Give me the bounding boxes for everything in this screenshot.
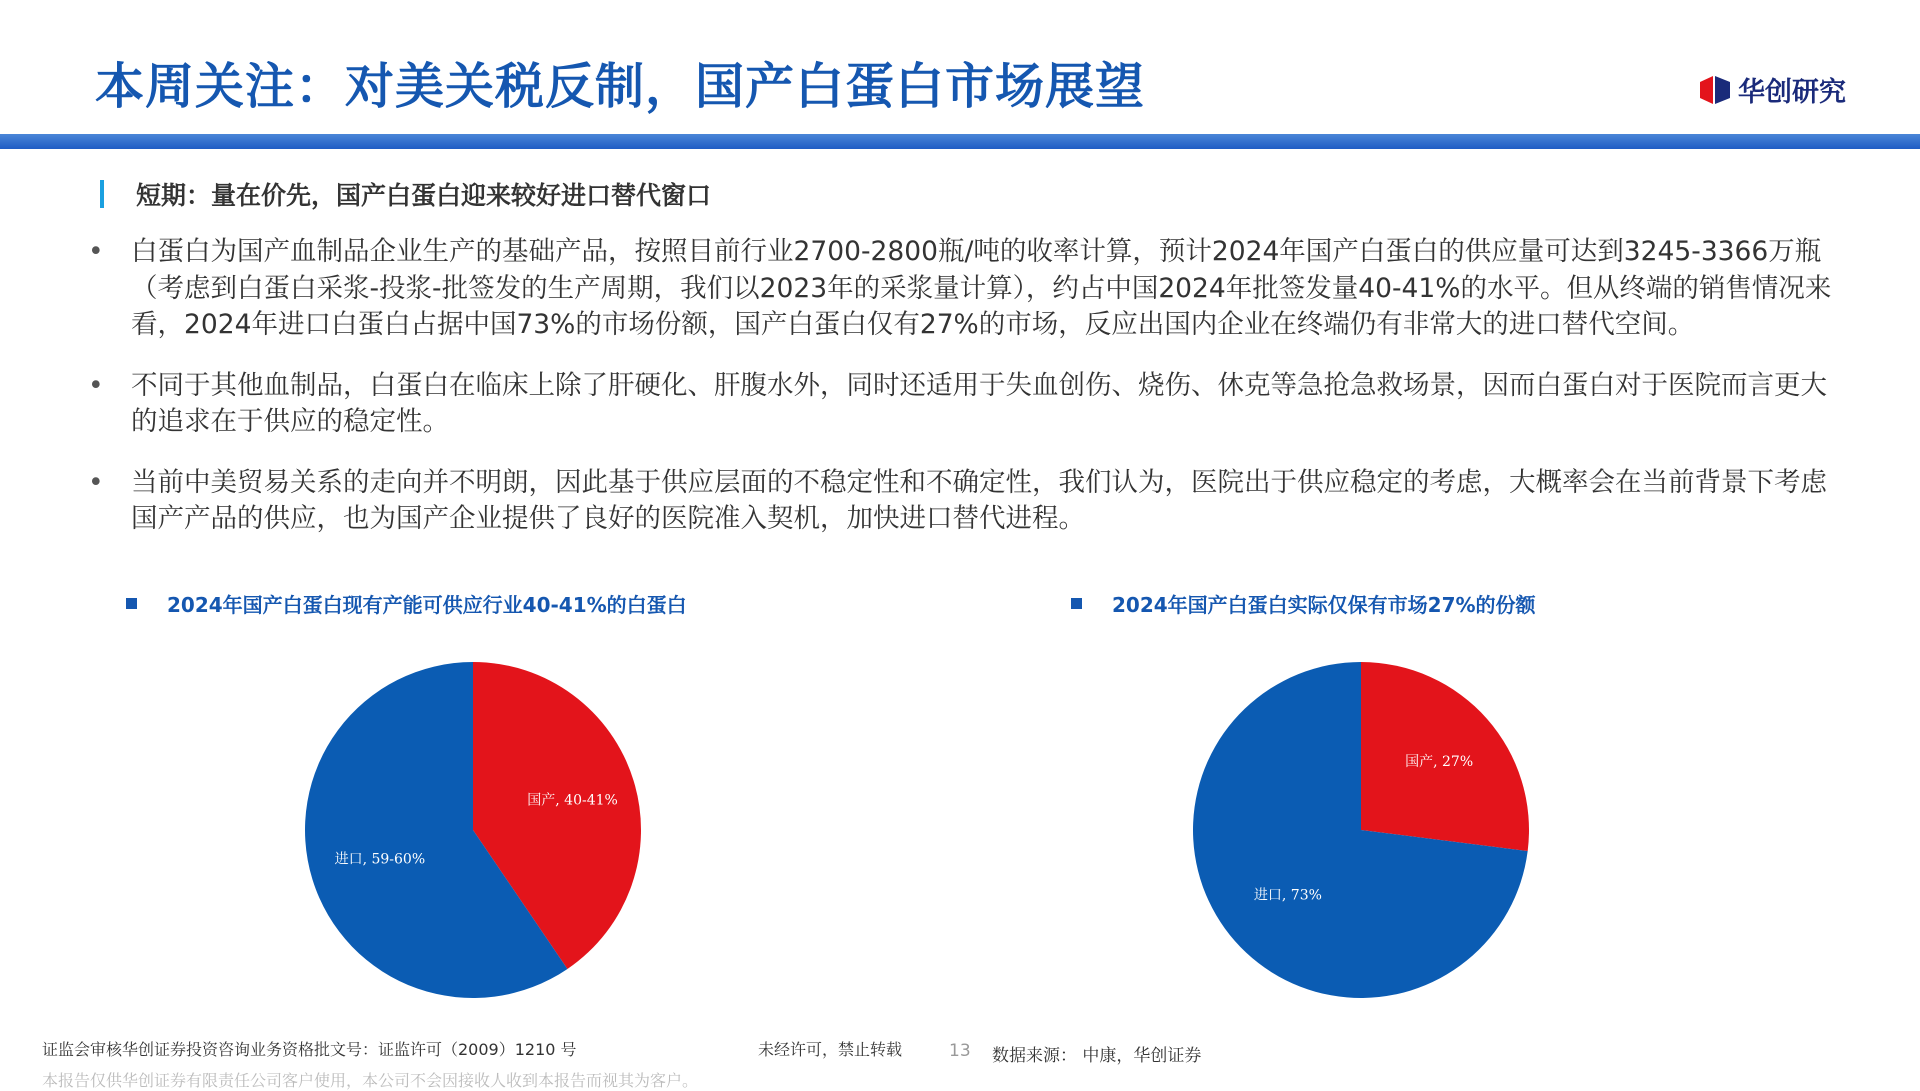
- data-source: 数据来源： 中康，华创证券: [992, 1046, 1202, 1066]
- subtitle-accent-mark: [100, 180, 104, 208]
- bullet-marker: •: [88, 466, 104, 498]
- header-divider-bar: [0, 134, 1920, 149]
- chart-title-text: 2024年国产白蛋白现有产能可供应行业40-41%的白蛋白: [167, 593, 687, 617]
- pie-slice-label: 国产, 27%: [1405, 754, 1474, 771]
- bullet-text: 白蛋白为国产血制品企业生产的基础产品，按照目前行业2700-2800瓶/吨的收率计算，预计2024年国产白蛋白的供应量可达到3245-3366万瓶（考虑到白蛋白采浆-投浆-批签发的生产周期，我们以2023年的采浆量计算），约占中国2024年批签发量40-41%的水平。但从终端的销售情况来看，2024年进口白蛋白占据中国73%的市场份额，国产白蛋白仅有27%的市场，反应出国内企业在终端仍有非常大的进口替代空间。: [131, 236, 1832, 340]
- bullet-marker: •: [88, 236, 104, 267]
- bullet-item: [80, 234, 1840, 344]
- chart-title-market-share: [1071, 589, 1536, 618]
- footer-license: 证监会审核华创证券投资咨询业务资格批文号：证监许可（2009）1210 号: [42, 1040, 577, 1059]
- pie-slice-label: 国产, 40-41%: [527, 792, 618, 809]
- bullet-text: 不同于其他血制品，白蛋白在临床上除了肝硬化、肝腹水外，同时还适用于失血创伤、烧伤、休克等急抢急救场景，因而白蛋白对于医院而言更大的追求在于供应的稳定性。: [131, 369, 1827, 437]
- page-title: 本周关注：对美关税反制，国产白蛋白市场展望: [95, 58, 1146, 115]
- bullet-item: [80, 465, 1840, 538]
- bullet-item: [80, 368, 1840, 441]
- logo-mark-icon: [1700, 76, 1730, 104]
- page-number: 13: [949, 1041, 971, 1061]
- pie-slice-label: 进口, 73%: [1253, 887, 1322, 904]
- bullet-list: [80, 234, 1840, 562]
- pie-chart-market-share: [1193, 662, 1529, 998]
- chart-title-square-icon: [126, 598, 137, 609]
- chart-title-domestic-capacity: [126, 589, 687, 618]
- bullet-marker: •: [88, 369, 104, 401]
- pie-slice-label: 进口, 59-60%: [334, 851, 426, 868]
- chart-title-square-icon: [1071, 598, 1082, 609]
- subtitle-text: 短期：量在价先，国产白蛋白迎来较好进口替代窗口: [136, 181, 712, 210]
- footer-notice: 未经许可，禁止转载: [758, 1040, 903, 1059]
- chart-title-text: 2024年国产白蛋白实际仅保有市场27%的份额: [1112, 593, 1536, 617]
- section-subtitle: [100, 176, 711, 212]
- logo-text: 华创研究: [1738, 77, 1846, 108]
- pie-chart-domestic-capacity: [305, 662, 641, 998]
- footer-truncated-line: 本报告仅供华创证券有限责任公司客户使用，本公司不会因接收人收到本报告而视其为客户。: [42, 1071, 699, 1090]
- brand-logo: [1700, 70, 1846, 109]
- bullet-text: 当前中美贸易关系的走向并不明朗，因此基于供应层面的不稳定性和不确定性，我们认为，医院出于供应稳定的考虑，大概率会在当前背景下考虑国产产品的供应，也为国产企业提供了良好的医院准入契机，加快进口替代进程。: [131, 466, 1827, 534]
